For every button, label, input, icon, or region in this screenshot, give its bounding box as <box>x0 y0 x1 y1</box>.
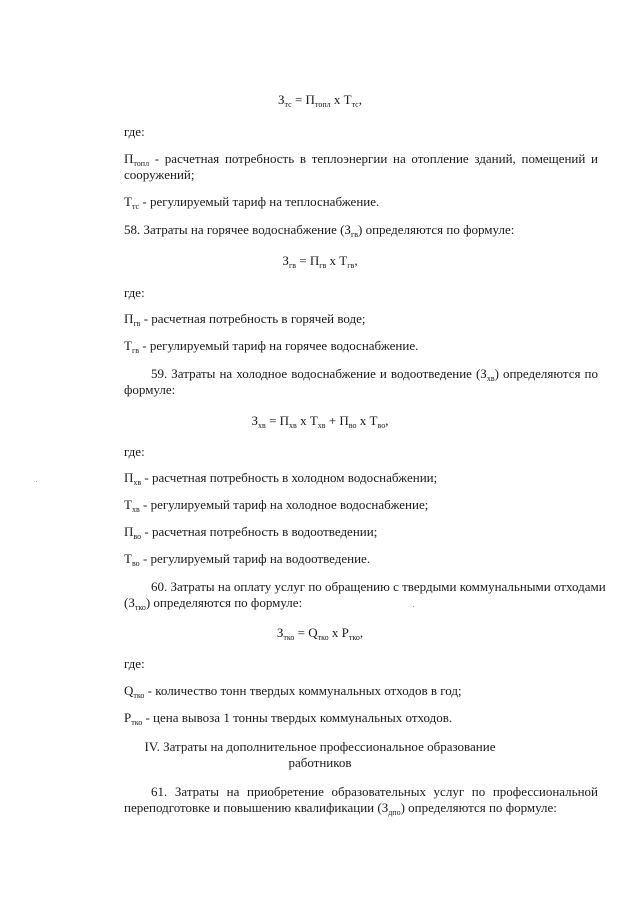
item-59-continuation: формуле: <box>124 382 176 397</box>
definition-p-hv: $П_{хв}$ - расчетная потребность в холодном водоснабжении; <box>124 470 438 487</box>
definition-t-tc: $Т_{тс}$ - регулируемый тариф на теплоснабжение. <box>124 194 380 211</box>
where-label: где: <box>124 656 145 671</box>
item-60-continuation: $(З_{тко})$ определяются по формуле: <box>124 595 303 612</box>
where-label: где: <box>124 444 145 459</box>
scan-speck <box>413 606 414 607</box>
formula-cold-water: $З_{хв} = П_{хв}$ x $Т_{хв} + П_{во}$ x $Т_{во}$, <box>251 413 389 430</box>
where-label: где: <box>124 285 145 300</box>
formula-hot-water: $З_{гв} = П_{гв}$ x $Т_{гв}$, <box>282 253 358 270</box>
definition-p-topl: $П_{топл}$ - расчетная потребность в теплоэнергии на отопление зданий, помещений и <box>124 151 598 168</box>
item-59: 59. Затраты на холодное водоснабжение и водоотведение $(З_{хв})$ определяются по <box>151 366 598 383</box>
definition-p-tko: $P_{тко}$ - цена вывоза 1 тонны твердых коммунальных отходов. <box>124 710 453 727</box>
definition-t-vo: $Т_{во}$ - регулируемый тариф на водоотведение. <box>124 551 371 568</box>
formula-heating: $З_{тс} = П_{топл}$ x $Т_{тс}$, <box>278 92 362 109</box>
item-61-continuation: переподготовке и повышению квалификации $(З_{дпо})$ определяются по формуле: <box>124 800 557 817</box>
item-61: 61. Затраты на приобретение образовательных услуг по профессиональной <box>151 784 598 799</box>
formula-waste: $З_{тко} = Q_{тко}$ x $P_{тко}$, <box>276 625 364 642</box>
definition-p-topl-continuation: сооружений; <box>124 167 195 182</box>
definition-p-gv: $П_{гв}$ - расчетная потребность в горячей воде; <box>124 311 366 328</box>
section-heading-continuation: работников <box>288 755 352 770</box>
definition-t-hv: $Т_{хв}$ - регулируемый тариф на холодное водоснабжение; <box>124 497 429 514</box>
definition-q-tko: $Q_{тко}$ - количество тонн твердых коммунальных отходов в год; <box>124 683 462 700</box>
item-58: 58. Затраты на горячее водоснабжение $(З_{гв})$ определяются по формуле: <box>124 222 515 239</box>
where-label: где: <box>124 124 145 139</box>
definition-p-vo: $П_{во}$ - расчетная потребность в водоотведении; <box>124 524 378 541</box>
item-60: 60. Затраты на оплату услуг по обращению с твердыми коммунальными отходами <box>151 579 606 594</box>
definition-t-gv: $Т_{гв}$ - регулируемый тариф на горячее водоснабжение. <box>124 338 419 355</box>
scan-speck <box>36 481 37 482</box>
section-heading: IV. Затраты на дополнительное профессиональное образование <box>144 739 496 754</box>
